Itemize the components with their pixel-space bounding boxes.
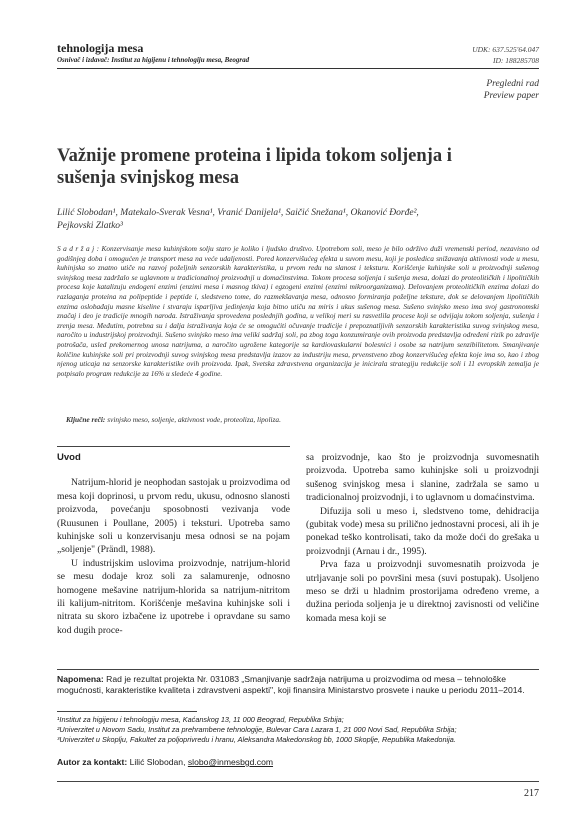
paragraph: Difuzija soli u meso i, sledstveno tome, dehidracija (gubitak vode) mesa su prilično jednostavni procesi, ali ih je ponekad teško kontrolisati, tako da može doći do grešaka u proizvodnji (Arnau i dr., 1995).	[306, 505, 539, 557]
paper-type-english: Preview paper	[483, 91, 539, 101]
footer-divider	[57, 781, 539, 782]
title-line-2: sušenja svinjskog mesa	[57, 168, 239, 188]
abstract-label: S a d r ž a j :	[57, 244, 100, 253]
affiliation: ²Univerzitet u Novom Sadu, Institut za prehrambene tehnologije, Bulevar Cara Lazara 1, 21 000 Novi Sad, Republika Srbija;	[57, 725, 457, 734]
note-divider	[57, 669, 539, 670]
contact-line	[57, 757, 273, 767]
keywords	[66, 415, 536, 424]
journal-name: tehnologija mesa	[57, 41, 144, 55]
paper-type-serbian: Pregledni rad	[486, 79, 539, 89]
page-number: 217	[524, 788, 539, 799]
paragraph: sa proizvodnje, kao što je proizvodnja suvomesnatih proizvoda. Upotreba samo kuhinjske soli u proizvodnji sušenog svinjskog mesa i slanine, zadržala se samo u tradicionalnoj proizvodnji, i to uglavnom u domaćinstvima.	[306, 452, 539, 504]
funding-note	[57, 674, 539, 696]
udk-block	[472, 44, 539, 66]
paper-type	[484, 78, 539, 102]
article-title	[57, 145, 527, 189]
column-left	[57, 451, 290, 637]
section-heading: Uvod	[57, 452, 81, 463]
publisher-line: Osnivač i izdavač: Institut za higijenu i tehnologiju mesa, Beograd	[57, 56, 250, 64]
keywords-text: svinjsko meso, soljenje, aktivnost vode, proteoliza, lipoliza.	[105, 415, 281, 424]
note-label: Napomena:	[57, 674, 104, 684]
affiliation: ¹Institut za higijenu i tehnologiju mesa, Kaćanskog 13, 11 000 Beograd, Republika Srbija;	[57, 715, 344, 724]
title-line-1: Važnije promene proteina i lipida tokom soljenja i	[57, 146, 452, 166]
authors	[57, 207, 527, 233]
affiliation-divider	[57, 711, 197, 712]
authors-line-1: Lilić Slobodan¹, Matekalo-Sverak Vesna¹, Vranić Danijela¹, Saičić Snežana¹, Okanović Đorđe²,	[57, 208, 419, 218]
abstract	[57, 244, 539, 378]
paragraph: Prva faza u proizvodnji suvomesnatih proizvoda je utrljavanje soli po površini mesa (suvi postupak). Usoljeno meso se drži u hladnim prostorijama određeno vreme, a dužina perioda soljenja je u direktnoj zavisnosti od veličine komada mesa koji se	[306, 559, 539, 624]
affiliations	[57, 715, 539, 745]
contact-label: Autor za kontakt:	[57, 757, 128, 767]
paragraph: U industrijskim uslovima proizvodnje, natrijum-hlorid se mesu dodaje kroz soli za salamurenje, odnosno homogene mešavine natrijum-hlorida sa natrijum-nitritom ili kalijum-nitritom. Korišćenje mešavina kuhinjske soli i nitrata su skoro izbačene iz upotrebe i opravdane su samo kod dugih proce-	[57, 557, 290, 636]
column-right	[306, 451, 539, 625]
section-divider	[57, 446, 290, 447]
contact-name: Lilić Slobodan,	[127, 757, 188, 767]
keywords-label: Ključne reči:	[66, 415, 106, 424]
contact-email-link[interactable]: slobo@inmesbgd.com	[187, 757, 274, 767]
udk-code: UDK: 637.525'64.047	[472, 45, 539, 54]
affiliation: ³Univerzitet u Skoplju, Fakultet za poljoprivredu i hranu, Aleksandra Makedonskog bb, 1000 Skoplje, Republika Makedonija.	[57, 735, 456, 744]
authors-line-2: Pejkovski Zlatko³	[57, 221, 123, 231]
header-divider	[57, 68, 539, 69]
paragraph: Natrijum-hlorid je neophodan sastojak u proizvodima od mesa koji doprinosi, u prvom redu, ukusu, odnosno slanosti proizvoda, povećanju sposobnosti vezivanja vode (Ruusunen i Poullane, 2005) i teksturi. Upotreba samo kuhinjske soli u konzervisanju mesa odnosi se na pojam „soljenje" (Prändl, 1988).	[57, 477, 290, 556]
note-text: Rad je rezultat projekta Nr. 031083 „Smanjivanje sadržaja natrijuma u proizvodima od mesa – tehnološke mogućnosti, karakteristike kvaliteta i zdravstveni aspekti", koji finansira Ministarstvo prosvete i nauke u periodu 2011–2014.	[57, 674, 525, 695]
id-code: ID: 188285708	[492, 56, 539, 65]
abstract-text: Konzervisanje mesa kuhinjskom solju staro je koliko i ljudsko društvo. Upotrebom soli, meso je bilo održivo duži vremenski period, nezavisno od godišnjeg doba i omogućen je transport mesa na veće udaljenosti. Pored konzervišućeg efekta u suvom mesu, koji je posledica snižavanja aktivnosti vode u mesu, kuhinjska so znatno utiče na razvoj poželjnih senzorskih karakteristika, u prvom redu na slanost i teksturu. Korišćenje kuhinjske soli u proizvodnji sušenog svinjskog mesa zadržalo se uglavnom u tradicionalnoj proizvodnji u domaćinstvima. Tokom procesa soljenja i sušenja mesa, dolazi do proteolitičkih i lipolitičkih procesa koje katalizuju endogeni enzimi (enzimi mesa i masnog tkiva) i egzogeni enzimi (enzimi mikroorganizama). Delovanjem proteolitičkih enzima dolazi do razlaganja proteina na polipeptide i peptide i, sledstveno tome, do razmekšavanja mesa, odnosno formiranja poželjne teksture, dok se delovanjem lipolitičkih enzima oslobađaju masne kiseline i stvaraju isparljiva jedinjenja koja bitno utiču na miris i ukus sušenog mesa. Sušeno svinjsko meso ima svoj gastronomski značaj i deo je tradicije mnogih naroda. Istraživanja sprovedena poslednjih godina, u velikoj meri su rasvetlila procese koji se odvijaju tokom soljenja, sušenja i zrenja mesa. Međutim, potrebna su i dalja istraživanja koja će se omogućiti očuvanje tradicije i prepoznatljivih senzorskih karakteristika suvog svinjskog mesa, naročito u industrijskoj proizvodnji. Sušeno svinjsko meso ima veliki sadržaj soli, pa zbog toga konzumiranje ovih proizvoda predstavlja određeni rizik po zdravlje potrošača, usled prekomernog unosa natrijuma, a naročito ugrožene kategorije sa kardiovaskularni bolesnici i osobe sa natrijum senzibilitetom. Smanjivanje količine kuhinjske soli pri proizvodnji suvog svinjskog mesa predstavlja izazov za industriju mesa, prvenstveno zbog konzervišućeg efekta koje ima so, kao i zbog njenog uticaja na senzorske karakteristike ovih proizvoda. Ipak, Svetska zdravstvena organizacija je inicirala strategiju redukcije soli i 11 evropskih zemalja je potpisalo program redukcije za 16% u sledeće 4 godine.	[57, 244, 539, 378]
